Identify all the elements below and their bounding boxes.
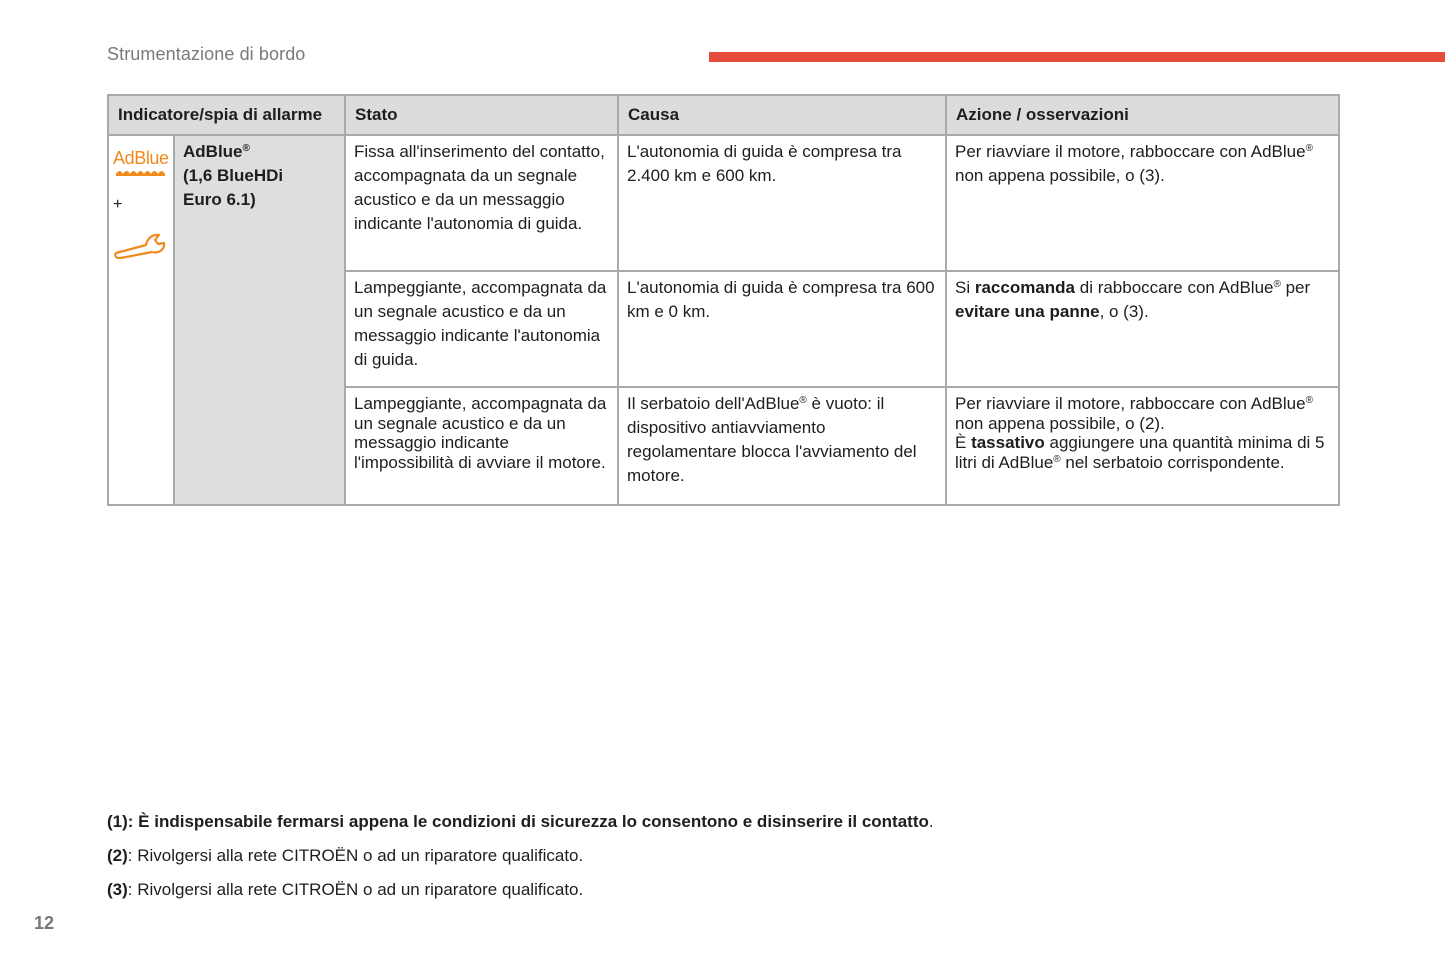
footnote-3	[107, 873, 934, 907]
causa-cell	[618, 387, 946, 505]
warning-lights-table	[107, 94, 1340, 506]
page-number: 12	[34, 913, 55, 933]
azione-text: non appena possibile, o (2).	[955, 413, 1165, 433]
stato-cell: Lampeggiante, accompagnata da un segnale acustico e da un messaggio indicante l'autonomia di guida.	[345, 271, 618, 387]
adblue-logo-text: AdBlue	[113, 148, 169, 168]
azione-text: Si	[955, 278, 975, 297]
adblue-wave-icon	[115, 168, 167, 177]
azione-text: Per riavviare il motore, rabboccare con AdBlue	[955, 142, 1306, 161]
footnote-2	[107, 839, 934, 873]
footnote-separator: :	[127, 846, 133, 865]
azione-emphasis: evitare una panne	[955, 302, 1100, 321]
azione-text: Per riavviare il motore, rabboccare con AdBlue	[955, 394, 1306, 413]
footnote-separator: :	[127, 880, 133, 899]
column-header-azione: Azione / osservazioni	[946, 95, 1339, 135]
column-header-indicator: Indicatore/spia di allarme	[108, 95, 345, 135]
footnote-separator: :	[127, 812, 134, 831]
adblue-icon	[113, 146, 169, 177]
column-header-causa: Causa	[618, 95, 946, 135]
azione-cell	[946, 271, 1339, 387]
indicator-icons-cell	[108, 135, 174, 505]
causa-text: è vuoto: il dispositivo antiavviamento regolamentare blocca l'avviamento del motore.	[627, 394, 917, 485]
wrench-icon	[113, 231, 169, 259]
registered-mark: ®	[1305, 143, 1313, 154]
indicator-variant-line1: (1,6 BlueHDi	[183, 166, 284, 185]
footnote-text: Rivolgersi alla rete CITROËN o ad un riparatore qualificato.	[132, 846, 584, 865]
azione-emphasis: raccomanda	[974, 278, 1076, 297]
footnote-text: Rivolgersi alla rete CITROËN o ad un riparatore qualificato.	[132, 880, 584, 899]
footnote-text: È indispensabile fermarsi appena le condizioni di sicurezza lo consentono e disinserire il contatto	[133, 812, 929, 831]
registered-mark: ®	[1273, 279, 1281, 290]
azione-text: , o (3).	[1099, 302, 1149, 321]
footnote-1	[107, 805, 934, 839]
azione-text: di rabboccare con AdBlue	[1075, 278, 1274, 297]
registered-mark: ®	[1305, 395, 1313, 406]
registered-mark: ®	[242, 143, 250, 154]
indicator-name: AdBlue	[183, 142, 243, 161]
stato-cell: Lampeggiante, accompagnata da un segnale acustico e da un messaggio indicante l'impossibilità di avviare il motore.	[345, 387, 618, 505]
registered-mark: ®	[1053, 453, 1061, 465]
azione-emphasis: tassativo	[971, 433, 1045, 452]
azione-text: È	[955, 433, 972, 452]
indicator-name-cell	[174, 135, 345, 505]
footnote-end: .	[928, 812, 934, 831]
azione-text: non appena possibile, o (3).	[955, 166, 1165, 185]
azione-text: nel serbatoio corrispondente.	[1060, 452, 1285, 472]
footnotes	[107, 805, 934, 907]
causa-cell: L'autonomia di guida è compresa tra 600 km e 0 km.	[618, 271, 946, 387]
plus-sign: +	[113, 196, 123, 213]
indicator-variant-line2: Euro 6.1)	[183, 190, 256, 209]
column-header-stato: Stato	[345, 95, 618, 135]
azione-text: aggiungere una quantità minima di 5 litri di AdBlue	[955, 433, 1325, 472]
section-title: Strumentazione di bordo	[107, 44, 306, 64]
azione-cell	[946, 387, 1339, 505]
footnote-label: (2)	[107, 846, 128, 865]
azione-text: per	[1280, 278, 1311, 297]
table-header-row	[108, 95, 1339, 135]
registered-mark: ®	[799, 395, 807, 406]
footnote-label: (1)	[107, 812, 128, 831]
causa-cell: L'autonomia di guida è compresa tra 2.400 km e 600 km.	[618, 135, 946, 271]
azione-cell	[946, 135, 1339, 271]
footnote-label: (3)	[107, 880, 128, 899]
section-accent-bar	[709, 52, 1445, 62]
stato-cell: Fissa all'inserimento del contatto, accompagnata da un segnale acustico e da un messaggio indicante l'autonomia di guida.	[345, 135, 618, 271]
causa-text: Il serbatoio dell'AdBlue	[627, 394, 800, 413]
table-row	[108, 135, 1339, 271]
